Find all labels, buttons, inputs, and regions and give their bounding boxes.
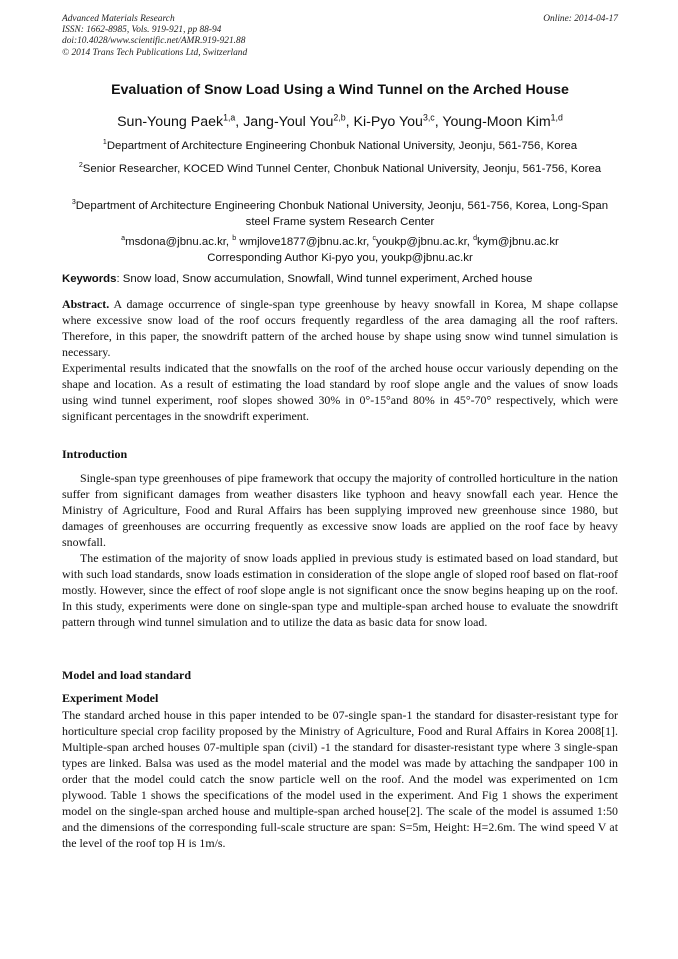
journal-header (62, 14, 618, 59)
author: Sun-Young Paek$^{1,a}$, (117, 112, 244, 130)
introduction-paragraph-2: The estimation of the majority of snow loads applied in previous study is estimated based on load standard, but with such load standards, snow loads estimation in consideration of the slope angle of sloped roof based on flat-roof mostly. However, since the effect of roof slope angle is not significant once the snow begins heaping up on the roof. In this study, experiments were done on single-span type and multiple-span arched house to evaluate the snowdrift pattern through wind tunnel simulation and to utilize the data as basic data for snow load. (62, 551, 618, 629)
journal-doi: doi:10.4028/www.scientific.net/AMR.919-921.88 (62, 36, 246, 47)
abstract-paragraph-2: Experimental results indicated that the snowfalls on the roof of the arched house occur variously depending on the shape and location. As a result of estimating the load standard by roof slope angle and the values of snow loads using wind tunnel experiment, roof slopes showed 30% in 0°-15°and 80% in 45°-70° respectively, which were significant percentages in the snowdrift experiment. (62, 361, 618, 423)
subsection-heading-experiment-model: Experiment Model (62, 691, 159, 705)
online-date: Online: 2014-04-17 (543, 14, 618, 24)
keywords (62, 273, 618, 285)
introduction-body (62, 470, 618, 630)
affiliation-3: $^3$Department of Architecture Engineering Chonbuk National University, Jeonju, 561-756, Korea, Long-Span steel Frame system Research Center (71, 199, 609, 228)
email-list: $^a$msdona@jbnu.ac.kr, $^b$ wmjlove1877@jbnu.ac.kr, $^c$youkp@jbnu.ac.kr, $^d$kym@jbnu.ac.kr (121, 235, 559, 248)
keywords-text: : Snow load, Snow accumulation, Snowfall, Wind tunnel experiment, Arched house (116, 273, 533, 285)
abstract-label: Abstract. (62, 297, 110, 311)
section-heading-model: Model and load standard (62, 668, 192, 682)
author-emails (62, 231, 618, 266)
paper-title: Evaluation of Snow Load Using a Wind Tunnel on the Arched House (111, 82, 569, 98)
introduction-paragraph-1: Single-span type greenhouses of pipe framework that occupy the majority of controlled horticulture in the nation suffer from significant damages from weather disasters like typhoon and heavy snowfall each year. Hence the Ministry of Agriculture, Food and Rural Affairs has been supplying improved new greenhouse since 1980, but damages of greenhouses are occurring frequently as excessive snow loads are applied on the roof face by heavy snowfall. (62, 471, 618, 549)
model-paragraph-1: The standard arched house in this paper intended to be 07-single span-1 the standard for disaster-resistant type for horticulture special crop facility proposed by the Ministry of Agriculture, Food and Rural Affairs in Korea 2008[1]. Multiple-span arched houses 07-multiple span (civil) -1 the standard for disaster-resistant type where 3 single-span types are linked. Balsa was used as the model material and the model was made by attaching the sandpaper 100 in order that the model could catch the snow particle well on the roof. And the model was experimented on 1cm plywood. Table 1 shows the specifications of the model used in the experiment. And Fig 1 shows the experiment model on the single-span arched house and multiple-span arched house[2]. The scale of the model is assumed 1:50 and the dimensions of the corresponding full-scale structure are span: S=5m, Height: H=2.6m. The wind speed V at the level of the roof top H is 1m/s. (62, 708, 618, 850)
model-body (62, 707, 618, 851)
author: Young-Moon Kim$^{1,d}$ (442, 112, 563, 130)
corresponding-author: Corresponding Author Ki-pyo you, youkp@jbnu.ac.kr (207, 251, 473, 264)
abstract-paragraph-1: Abstract. A damage occurrence of single-span type greenhouse by heavy snowfall in Korea, M shape collapse where excessive snow load of the roof occurs frequently regardless of the area damaging all the roof rafters. Therefore, in this paper, the snowdrift pattern of the arched house by shape using snow wind tunnel simulation is necessary. (62, 297, 618, 359)
keywords-label: Keywords (62, 273, 117, 285)
section-heading-introduction: Introduction (62, 447, 128, 461)
author-list (62, 112, 618, 130)
journal-copyright: © 2014 Trans Tech Publications Ltd, Switzerland (62, 47, 248, 58)
journal-name: Advanced Materials Research (62, 14, 175, 24)
affiliation-1: $^1$Department of Architecture Engineering Chonbuk National University, Jeonju, 561-756, Korea (102, 139, 578, 152)
journal-issn: ISSN: 1662-8985, Vols. 919-921, pp 88-94 (62, 25, 222, 36)
abstract (62, 296, 618, 424)
author: Jang-Youl You$^{2,b}$, (243, 112, 354, 130)
affiliation-2: $^2$Senior Researcher, KOCED Wind Tunnel Center, Chonbuk National University, Jeonju, 561-756, Korea (78, 162, 602, 175)
author: Ki-Pyo You$^{3,c}$, (353, 112, 443, 130)
